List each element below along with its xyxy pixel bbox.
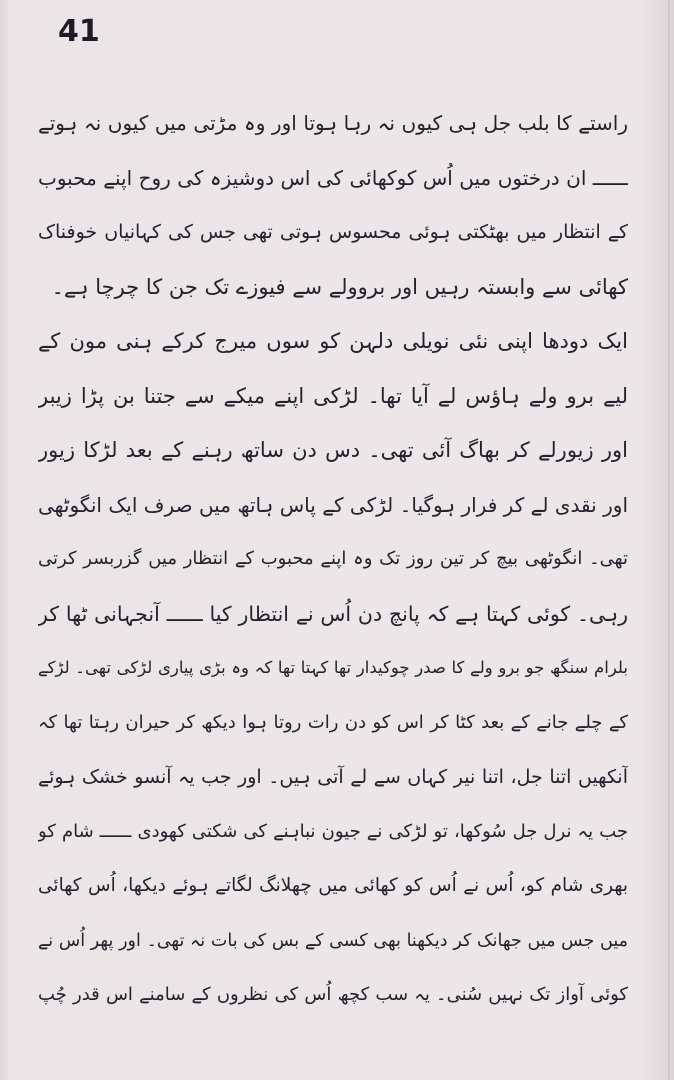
- text-line: کے چلے جانے کے بعد کٹا کر اس کو دن رات روتا ہوا دیکھ کر حیران رہتا تھا کہ: [38, 711, 628, 733]
- page-edge: [668, 0, 670, 1080]
- text-line: ــــــ ان درختوں میں اُس کوکھائی کی اس دوشیزہ کی روح اپنے محبوب: [38, 165, 628, 190]
- text-line: راستے کا بلب جل ہی کیوں نہ رہا ہوتا اور وہ مڑتی میں کیوں نہ ہوتے: [38, 111, 628, 135]
- text-line: میں جس میں جھانک کر دیکھنا بھی کسی کے بس کی بات نہ تھی۔ اور پھر اُس نے: [38, 930, 628, 951]
- page-number: 41: [58, 14, 100, 49]
- urdu-body-text: [38, 96, 628, 1023]
- text-line: بلرام سنگھ جو برو ولے کا صدر چوکیدار تھا کہتا تھا کہ وہ بڑی پیاری لڑکی تھی۔ لڑکے: [38, 658, 628, 677]
- text-line: ایک دودھا اپنی نئی نویلی دلہن کو سوں میرج کرکے ہنی مون کے: [38, 329, 628, 353]
- text-line: لیے برو ولے ہاؤس لے آیا تھا۔ لڑکی اپنے میکے سے جتنا بن پڑا زیبر: [38, 383, 628, 408]
- text-line: آنکھیں اتنا جل، اتنا نیر کہاں سے لے آتی ہیں۔ اور جب یہ آنسو خشک ہوئے: [38, 766, 628, 788]
- text-line: جب یہ نرل جل سُوکھا، تو لڑکی نے جیون نباہنے کی شکتی کھودی ــــــ شام کو: [38, 820, 628, 842]
- text-line: اور زیورلے کر بھاگ آئی تھی۔ دس دن ساتھ رہنے کے بعد لڑکا زیور: [38, 438, 628, 462]
- text-line: کے انتظار میں بھٹکتی ہوئی محسوس ہوتی تھی جس کی کہانیاں خوفناک: [38, 221, 628, 243]
- text-line: کھائی سے وابستہ رہیں اور بروولے سے فیوزے تک جن کا چرچا ہے۔: [51, 274, 628, 299]
- text-line: تھی۔ انگوٹھی بیچ کر تین روز تک وہ اپنے محبوب کے انتظار میں گزربسر کرتی: [38, 548, 628, 569]
- text-line: بھری شام کو، اُس نے اُس کو کھائی میں چھلانگ لگاتے ہوئے دیکھا، اُس کھائی: [38, 875, 628, 896]
- text-line: اور نقدی لے کر فرار ہوگیا۔ لڑکی کے پاس ہاتھ میں صرف ایک انگوٹھی: [38, 492, 628, 517]
- text-line: کوئی آواز تک نہیں سُنی۔ یہ سب کچھ اُس کی نظروں کے سامنے اس قدر چُپ: [38, 984, 628, 1005]
- text-line: رہی۔ کوئی کہتا ہے کہ پانچ دن اُس نے انتظار کیا ــــــ آنجہانی ٹھا کر: [38, 601, 628, 626]
